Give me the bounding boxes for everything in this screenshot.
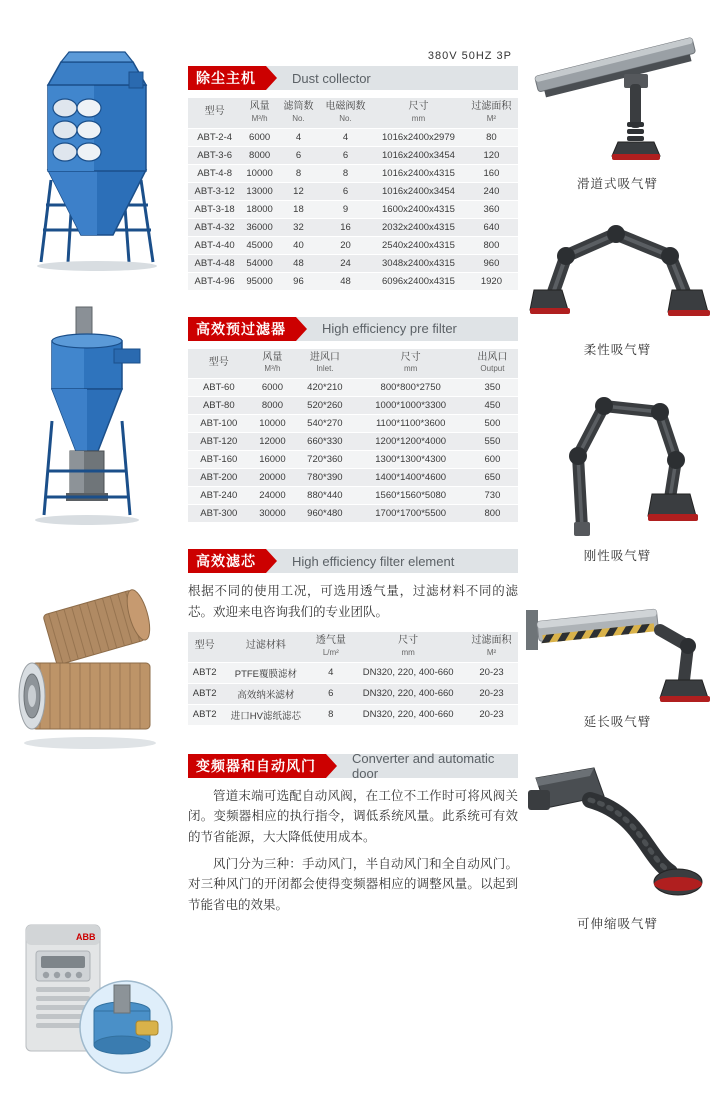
cell-dimension: 1200*1200*4000 [354,433,466,451]
suction-arm-caption: 滑道式吸气臂 [576,177,658,191]
converter-paragraph-2: 风门分为三种：手动风门，半自动风门和全自动风门。对三种风门的开闭都会使得变频器相应的调整风量。以起到节能省电的效果。 [188,856,518,912]
col-inlet: 进风口 Inlet. [295,349,354,379]
telescopic-suction-arm-illustration [520,760,715,910]
telescopic-suction-arm [520,760,715,932]
cell-model: ABT2 [188,662,221,683]
section-header-dust-collector [188,66,518,90]
cell-inlet: 780*390 [295,469,354,487]
table-header-row [188,349,518,379]
section-title-en: Dust collector [266,66,518,90]
cell-dimension: 1400*1400*4600 [354,469,466,487]
section-title-en: High efficiency pre filter [296,317,518,341]
cell-cartridge: 12 [278,182,319,200]
col-airflow: 风量 M³/h [250,349,296,379]
flexible-suction-arm-illustration [520,216,715,336]
cell-material: PTFE覆膜滤材 [221,662,310,683]
cell-cartridge: 40 [278,236,319,254]
col-model: 型号 [188,98,241,128]
suction-arm-column [520,30,715,942]
section-title-cn: 高效预过滤器 [188,317,296,341]
cell-outlet: 650 [467,469,518,487]
table-row [188,182,518,200]
cyclone-pre-filter-illustration [18,301,178,531]
cell-dimension: 1560*1560*5080 [354,487,466,505]
cell-airflow: 18000 [241,200,278,218]
cell-model: ABT2 [188,704,221,725]
col-model: 型号 [188,632,221,662]
table-row [188,397,518,415]
cell-model: ABT-4-40 [188,236,241,254]
cell-material: 进口HV滤纸滤芯 [221,704,310,725]
cell-model: ABT-120 [188,433,250,451]
cell-cartridge: 6 [278,146,319,164]
cell-cartridge: 48 [278,254,319,272]
cell-airflow: 12000 [250,433,296,451]
cell-model: ABT-2-4 [188,128,241,146]
cell-airflow: 24000 [250,487,296,505]
cell-dimension: DN320, 220, 400-660 [351,662,465,683]
cell-area: 80 [465,128,518,146]
cell-valve: 6 [319,146,372,164]
cell-airflow: 13000 [241,182,278,200]
cell-cartridge: 4 [278,128,319,146]
cell-airflow: 36000 [241,218,278,236]
cell-airflow: 8000 [250,397,296,415]
cell-area: 360 [465,200,518,218]
table-row [188,164,518,182]
cell-valve: 24 [319,254,372,272]
cell-area: 20-23 [465,704,518,725]
suction-arm-caption: 可伸缩吸气臂 [576,917,658,931]
col-model: 型号 [188,349,250,379]
table-row [188,451,518,469]
cell-valve: 9 [319,200,372,218]
dust-collector-table [188,98,518,291]
col-valve-count: 电磁阀数 No. [319,98,372,128]
frequency-converter-photo [10,915,185,1080]
rail-type-suction-arm [520,30,715,192]
section-title-en: High efficiency filter element [266,549,518,573]
cell-outlet: 550 [467,433,518,451]
cell-valve: 4 [319,128,372,146]
cell-valve: 20 [319,236,372,254]
cell-dimension: 1016x2400x4315 [372,164,465,182]
cell-permeability: 4 [310,662,351,683]
spec-content-column [188,50,518,926]
section-header-pre-filter [188,317,518,341]
table-row [188,236,518,254]
cell-airflow: 8000 [241,146,278,164]
col-dimension: 尺寸 mm [372,98,465,128]
extension-suction-arm [520,588,715,730]
suction-arm-caption: 刚性吸气臂 [583,549,652,563]
extension-suction-arm-illustration [520,588,715,708]
suction-arm-caption: 柔性吸气臂 [583,343,652,357]
cell-outlet: 450 [467,397,518,415]
col-filter-area: 过滤面积 M² [465,98,518,128]
cell-material: 高效纳米滤材 [221,683,310,704]
cell-model: ABT-80 [188,397,250,415]
cell-cartridge: 18 [278,200,319,218]
table-row [188,704,518,725]
cell-model: ABT-3-18 [188,200,241,218]
cell-model: ABT-4-48 [188,254,241,272]
cell-airflow: 54000 [241,254,278,272]
cell-dimension: 3048x2400x4315 [372,254,465,272]
cell-model: ABT-4-32 [188,218,241,236]
cell-dimension: 2540x2400x4315 [372,236,465,254]
table-header-row [188,632,518,662]
rail-type-suction-arm-illustration [520,30,715,170]
col-material: 过滤材料 [221,632,310,662]
cell-valve: 48 [319,272,372,290]
dust-collector-illustration [13,30,183,275]
cell-model: ABT-300 [188,505,250,523]
suction-arm-caption: 延长吸气臂 [583,715,652,729]
col-outlet: 出风口 Output [467,349,518,379]
table-row [188,146,518,164]
cell-model: ABT-3-6 [188,146,241,164]
cell-airflow: 6000 [241,128,278,146]
cell-airflow: 10000 [241,164,278,182]
cell-area: 960 [465,254,518,272]
cell-permeability: 8 [310,704,351,725]
table-row [188,218,518,236]
cell-dimension: 800*800*2750 [354,379,466,397]
cell-outlet: 800 [467,505,518,523]
cell-airflow: 95000 [241,272,278,290]
cell-area: 800 [465,236,518,254]
cell-dimension: 2032x2400x4315 [372,218,465,236]
cell-dimension: 6096x2400x4315 [372,272,465,290]
cell-dimension: 1100*1100*3600 [354,415,466,433]
cell-inlet: 520*260 [295,397,354,415]
cell-valve: 16 [319,218,372,236]
table-row [188,683,518,704]
cell-model: ABT-3-12 [188,182,241,200]
cell-cartridge: 8 [278,164,319,182]
cell-airflow: 10000 [250,415,296,433]
cell-model: ABT2 [188,683,221,704]
cell-inlet: 880*440 [295,487,354,505]
cell-area: 120 [465,146,518,164]
cell-model: ABT-4-8 [188,164,241,182]
cell-model: ABT-200 [188,469,250,487]
left-image-column [10,30,185,1102]
section-title-cn: 除尘主机 [188,66,266,90]
cell-outlet: 350 [467,379,518,397]
table-row [188,487,518,505]
table-row [188,128,518,146]
cell-inlet: 420*210 [295,379,354,397]
cell-model: ABT-160 [188,451,250,469]
col-dimension: 尺寸 mm [354,349,466,379]
cell-outlet: 730 [467,487,518,505]
cyclone-pre-filter-photo [10,301,185,531]
cell-model: ABT-100 [188,415,250,433]
converter-paragraph-1: 管道末端可选配自动风阀，在工位不工作时可将风阀关闭。变频器相应的执行指令，调低系统风量。此系统可有效的节省能源，大大降低使用成本。 [188,788,518,844]
cell-inlet: 960*480 [295,505,354,523]
cell-area: 160 [465,164,518,182]
cell-model: ABT-240 [188,487,250,505]
power-spec-note: 380V 50HZ 3P [427,50,512,62]
cell-airflow: 16000 [250,451,296,469]
cell-dimension: DN320, 220, 400-660 [351,683,465,704]
cell-airflow: 20000 [250,469,296,487]
cell-valve: 8 [319,164,372,182]
cell-inlet: 720*360 [295,451,354,469]
svg-text:ABB: ABB [76,932,96,942]
cell-dimension: 1300*1300*4300 [354,451,466,469]
dust-collector-unit-photo [10,30,185,275]
table-row [188,469,518,487]
col-filter-area: 过滤面积 M² [465,632,518,662]
cell-area: 1920 [465,272,518,290]
cell-model: ABT-60 [188,379,250,397]
cell-dimension: 1700*1700*5500 [354,505,466,523]
frequency-converter-illustration [10,915,185,1080]
cell-dimension: 1000*1000*3300 [354,397,466,415]
table-row [188,272,518,290]
cell-model: ABT-4-96 [188,272,241,290]
table-row [188,254,518,272]
cell-area: 20-23 [465,662,518,683]
cell-airflow: 45000 [241,236,278,254]
filter-cartridge-photo [10,585,185,765]
flexible-suction-arm [520,216,715,358]
cell-outlet: 500 [467,415,518,433]
cell-permeability: 6 [310,683,351,704]
section-title-cn: 高效滤芯 [188,549,266,573]
cell-area: 240 [465,182,518,200]
col-dimension: 尺寸 mm [351,632,465,662]
cell-cartridge: 32 [278,218,319,236]
table-row [188,433,518,451]
pre-filter-table [188,349,518,524]
section-title-en: Converter and automatic door [326,754,518,778]
section-title-cn: 变频器和自动风门 [188,754,326,778]
cell-dimension: DN320, 220, 400-660 [351,704,465,725]
cell-dimension: 1016x2400x2979 [372,128,465,146]
cell-inlet: 660*330 [295,433,354,451]
cell-cartridge: 96 [278,272,319,290]
table-row [188,379,518,397]
rigid-suction-arm [520,382,715,564]
rigid-suction-arm-illustration [520,382,715,542]
table-row [188,415,518,433]
col-cartridge-count: 滤筒数 No. [278,98,319,128]
cell-inlet: 540*270 [295,415,354,433]
table-row [188,200,518,218]
filter-cartridge-illustration [10,585,185,765]
table-row [188,662,518,683]
cell-valve: 6 [319,182,372,200]
cell-dimension: 1016x2400x3454 [372,146,465,164]
col-airflow: 风量 M³/h [241,98,278,128]
cell-airflow: 30000 [250,505,296,523]
cell-airflow: 6000 [250,379,296,397]
table-header-row [188,98,518,128]
cell-area: 640 [465,218,518,236]
cell-area: 20-23 [465,683,518,704]
col-permeability: 透气量 L/m² [310,632,351,662]
filter-element-description: 根据不同的使用工况，可选用透气量，过滤材料不同的滤芯。欢迎来电咨询我们的专业团队。 [188,584,518,619]
cell-dimension: 1600x2400x4315 [372,200,465,218]
cell-outlet: 600 [467,451,518,469]
section-header-filter-element [188,549,518,573]
filter-element-table [188,632,518,726]
table-row [188,505,518,523]
cell-dimension: 1016x2400x3454 [372,182,465,200]
section-header-converter [188,750,518,781]
